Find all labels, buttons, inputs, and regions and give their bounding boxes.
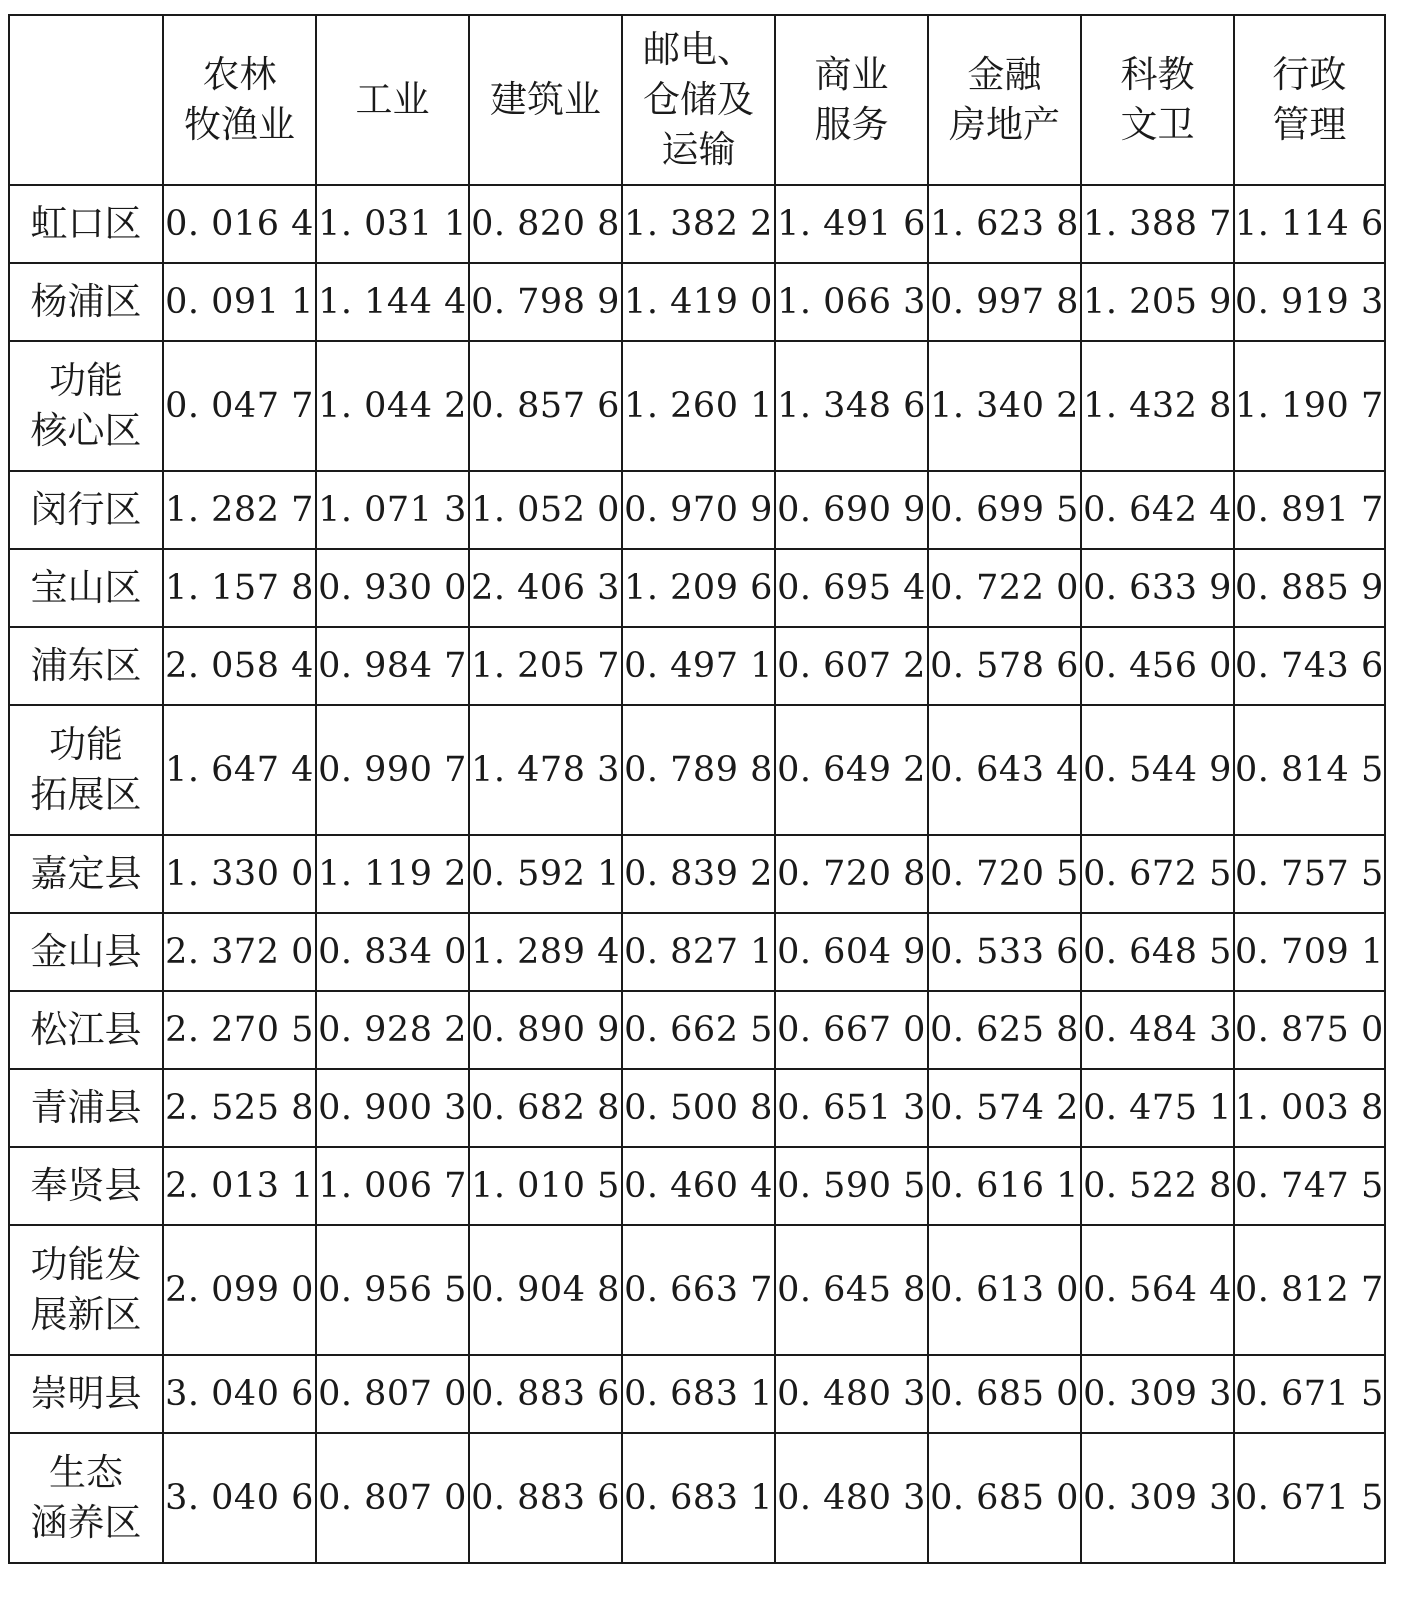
table-row [9,1355,1385,1433]
value-cell: 1. 205 7 [469,627,622,705]
value-cell: 0. 484 3 [1081,991,1234,1069]
value-cell: 2. 058 4 [163,627,316,705]
value-cell: 0. 984 7 [316,627,469,705]
table-row [9,627,1385,705]
value-cell: 0. 456 0 [1081,627,1234,705]
text-line: 奉贤县 [30,1164,142,1207]
text-line: 行政 [1272,53,1347,96]
value-cell: 0. 500 8 [622,1069,775,1147]
text-line: 仓储及 [643,78,754,121]
text-line: 功能发 [30,1243,142,1286]
table-row [9,835,1385,913]
value-cell: 0. 662 5 [622,991,775,1069]
value-cell: 0. 091 1 [163,263,316,341]
value-cell: 1. 044 2 [316,341,469,471]
text-line: 商业 [814,53,889,96]
value-cell: 1. 010 5 [469,1147,622,1225]
table-row [9,341,1385,471]
value-cell: 0. 720 5 [928,835,1081,913]
value-cell: 0. 592 1 [469,835,622,913]
column-header [469,15,622,185]
location-quotient-table [8,14,1386,1564]
value-cell: 0. 544 9 [1081,705,1234,835]
table-row [9,1433,1385,1563]
text-line: 宝山区 [30,566,142,609]
value-cell: 0. 839 2 [622,835,775,913]
value-cell: 0. 460 4 [622,1147,775,1225]
value-cell: 1. 003 8 [1234,1069,1385,1147]
row-label [9,549,163,627]
value-cell: 0. 900 3 [316,1069,469,1147]
text-line: 崇明县 [30,1372,142,1415]
value-cell: 1. 119 2 [316,835,469,913]
text-line: 生态 [49,1451,123,1494]
text-line: 科教 [1120,53,1195,96]
value-cell: 0. 919 3 [1234,263,1385,341]
value-cell: 0. 709 1 [1234,913,1385,991]
value-cell: 0. 857 6 [469,341,622,471]
row-label [9,913,163,991]
value-cell: 1. 419 0 [622,263,775,341]
text-line: 虹口区 [30,202,142,245]
value-cell: 0. 747 5 [1234,1147,1385,1225]
value-cell: 1. 491 6 [775,185,928,263]
row-label [9,1355,163,1433]
text-line: 管理 [1272,103,1347,146]
value-cell: 0. 671 5 [1234,1355,1385,1433]
value-cell: 1. 205 9 [1081,263,1234,341]
value-cell: 1. 144 4 [316,263,469,341]
text-line: 房地产 [949,103,1060,146]
text-line: 展新区 [30,1293,142,1336]
text-line: 浦东区 [30,644,142,687]
value-cell: 0. 928 2 [316,991,469,1069]
value-cell: 0. 834 0 [316,913,469,991]
value-cell: 0. 807 0 [316,1433,469,1563]
value-cell: 1. 432 8 [1081,341,1234,471]
value-cell: 1. 647 4 [163,705,316,835]
value-cell: 0. 685 0 [928,1355,1081,1433]
value-cell: 0. 956 5 [316,1225,469,1355]
value-cell: 1. 006 7 [316,1147,469,1225]
value-cell: 0. 695 4 [775,549,928,627]
text-line: 闵行区 [30,488,142,531]
value-cell: 0. 789 8 [622,705,775,835]
value-cell: 0. 757 5 [1234,835,1385,913]
value-cell: 1. 340 2 [928,341,1081,471]
value-cell: 3. 040 6 [163,1355,316,1433]
value-cell: 0. 814 5 [1234,705,1385,835]
value-cell: 0. 930 0 [316,549,469,627]
value-cell: 0. 798 9 [469,263,622,341]
text-line: 运输 [661,128,736,171]
value-cell: 0. 613 0 [928,1225,1081,1355]
value-cell: 0. 683 1 [622,1355,775,1433]
value-cell: 0. 480 3 [775,1433,928,1563]
value-cell: 0. 683 1 [622,1433,775,1563]
value-cell: 0. 990 7 [316,705,469,835]
value-cell: 0. 722 0 [928,549,1081,627]
row-label [9,1147,163,1225]
row-label [9,185,163,263]
text-line: 松江县 [30,1008,142,1051]
value-cell: 0. 970 9 [622,471,775,549]
value-cell: 1. 190 7 [1234,341,1385,471]
value-cell: 0. 590 5 [775,1147,928,1225]
value-cell: 0. 633 9 [1081,549,1234,627]
value-cell: 0. 497 1 [622,627,775,705]
value-cell: 0. 480 3 [775,1355,928,1433]
value-cell: 0. 812 7 [1234,1225,1385,1355]
column-header [316,15,469,185]
row-label [9,991,163,1069]
value-cell: 2. 372 0 [163,913,316,991]
value-cell: 0. 616 1 [928,1147,1081,1225]
text-line: 文卫 [1120,103,1195,146]
value-cell: 0. 690 9 [775,471,928,549]
value-cell: 0. 475 1 [1081,1069,1234,1147]
value-cell: 0. 820 8 [469,185,622,263]
value-cell: 1. 209 6 [622,549,775,627]
table-body [9,185,1385,1563]
value-cell: 0. 667 0 [775,991,928,1069]
value-cell: 0. 699 5 [928,471,1081,549]
value-cell: 2. 013 1 [163,1147,316,1225]
value-cell: 0. 904 8 [469,1225,622,1355]
value-cell: 0. 047 7 [163,341,316,471]
value-cell: 0. 649 2 [775,705,928,835]
text-line: 服务 [814,103,889,146]
value-cell: 0. 827 1 [622,913,775,991]
header-row [9,15,1385,185]
value-cell: 1. 289 4 [469,913,622,991]
text-line: 核心区 [30,409,142,452]
column-header [1234,15,1385,185]
corner-cell [9,15,163,185]
value-cell: 1. 388 7 [1081,185,1234,263]
value-cell: 0. 564 4 [1081,1225,1234,1355]
value-cell: 0. 016 4 [163,185,316,263]
value-cell: 0. 685 0 [928,1433,1081,1563]
value-cell: 2. 270 5 [163,991,316,1069]
value-cell: 0. 309 3 [1081,1355,1234,1433]
value-cell: 0. 997 8 [928,263,1081,341]
table-row [9,705,1385,835]
value-cell: 1. 260 1 [622,341,775,471]
row-label [9,627,163,705]
value-cell: 1. 157 8 [163,549,316,627]
text-line: 功能 [49,359,123,402]
table-row [9,471,1385,549]
value-cell: 0. 671 5 [1234,1433,1385,1563]
value-cell: 2. 525 8 [163,1069,316,1147]
table-row [9,1147,1385,1225]
value-cell: 2. 099 0 [163,1225,316,1355]
value-cell: 0. 625 8 [928,991,1081,1069]
value-cell: 0. 642 4 [1081,471,1234,549]
table-row [9,913,1385,991]
value-cell: 0. 651 3 [775,1069,928,1147]
column-header [775,15,928,185]
value-cell: 1. 066 3 [775,263,928,341]
value-cell: 1. 478 3 [469,705,622,835]
column-header [928,15,1081,185]
value-cell: 0. 643 4 [928,705,1081,835]
value-cell: 1. 071 3 [316,471,469,549]
row-label [9,341,163,471]
text-line: 农林 [202,53,277,96]
value-cell: 0. 743 6 [1234,627,1385,705]
value-cell: 0. 645 8 [775,1225,928,1355]
value-cell: 0. 883 6 [469,1355,622,1433]
value-cell: 1. 382 2 [622,185,775,263]
value-cell: 1. 330 0 [163,835,316,913]
text-line: 建筑业 [490,78,601,121]
text-line: 金融 [967,53,1042,96]
value-cell: 0. 533 6 [928,913,1081,991]
column-header [1081,15,1234,185]
text-line: 青浦县 [30,1086,142,1129]
value-cell: 0. 807 0 [316,1355,469,1433]
row-label [9,1069,163,1147]
table-row [9,1069,1385,1147]
value-cell: 0. 578 6 [928,627,1081,705]
value-cell: 1. 031 1 [316,185,469,263]
text-line: 金山县 [30,930,142,973]
value-cell: 0. 890 9 [469,991,622,1069]
row-label [9,263,163,341]
row-label [9,1225,163,1355]
value-cell: 1. 114 6 [1234,185,1385,263]
value-cell: 0. 522 8 [1081,1147,1234,1225]
value-cell: 0. 309 3 [1081,1433,1234,1563]
value-cell: 0. 663 7 [622,1225,775,1355]
column-header [622,15,775,185]
value-cell: 0. 682 8 [469,1069,622,1147]
row-label [9,835,163,913]
value-cell: 0. 607 2 [775,627,928,705]
text-line: 工业 [355,78,430,121]
column-header [163,15,316,185]
text-line: 涵养区 [30,1501,142,1544]
text-line: 拓展区 [30,773,142,816]
text-line: 功能 [49,723,123,766]
text-line: 嘉定县 [30,852,142,895]
value-cell: 0. 604 9 [775,913,928,991]
text-line: 邮电、 [643,28,754,71]
table-row [9,1225,1385,1355]
value-cell: 0. 891 7 [1234,471,1385,549]
table-row [9,263,1385,341]
table-row [9,185,1385,263]
value-cell: 0. 720 8 [775,835,928,913]
value-cell: 0. 574 2 [928,1069,1081,1147]
value-cell: 0. 672 5 [1081,835,1234,913]
value-cell: 0. 875 0 [1234,991,1385,1069]
value-cell: 1. 348 6 [775,341,928,471]
value-cell: 1. 052 0 [469,471,622,549]
row-label [9,1433,163,1563]
value-cell: 0. 883 6 [469,1433,622,1563]
row-label [9,471,163,549]
value-cell: 3. 040 6 [163,1433,316,1563]
value-cell: 0. 885 9 [1234,549,1385,627]
value-cell: 1. 623 8 [928,185,1081,263]
table-row [9,991,1385,1069]
text-line: 杨浦区 [30,280,142,323]
row-label [9,705,163,835]
value-cell: 2. 406 3 [469,549,622,627]
table-row [9,549,1385,627]
value-cell: 1. 282 7 [163,471,316,549]
text-line: 牧渔业 [184,103,295,146]
value-cell: 0. 648 5 [1081,913,1234,991]
